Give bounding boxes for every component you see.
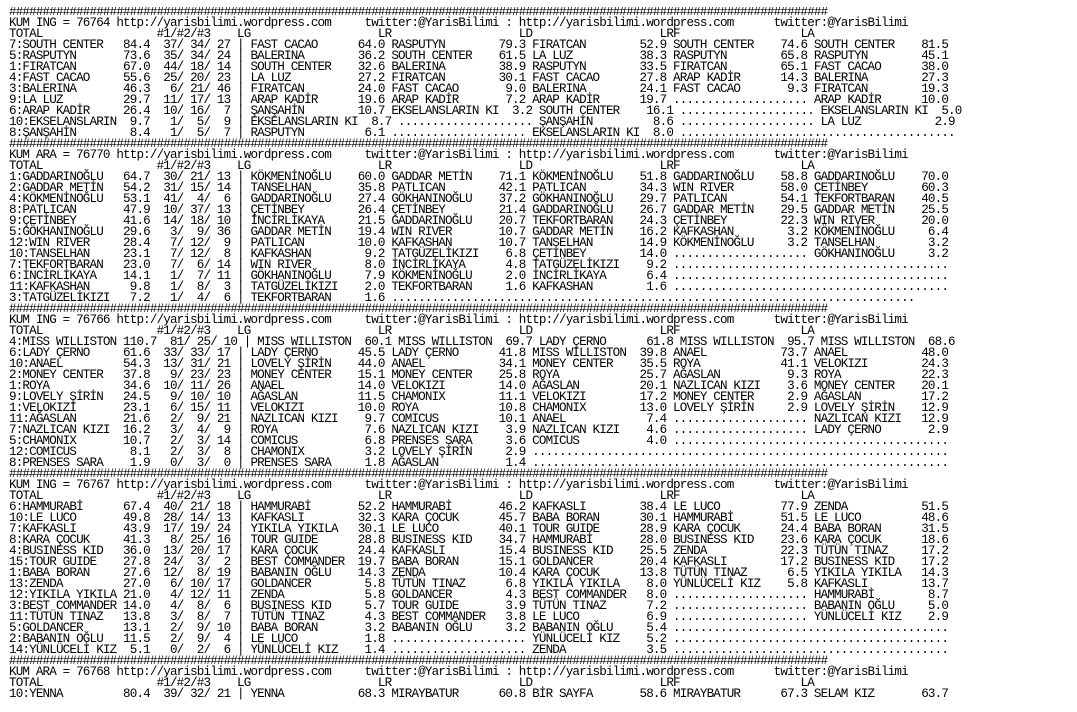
text-line: 5:GÖKHANINOĞLU 29.6 3/ 9/ 36 | GADDAR METİN 19.4 WIN RIVER 10.7 GADDAR METİN 16.2 KAFKASHAN 3.2 KÖKMENİNOĞLU 6.4 bbox=[9, 225, 949, 239]
text-line: 6:İNCİRLİKAYA 14.1 1/ 7/ 11 | GÖKHANINOĞLU 7.9 KÖKMENİNOĞLU 2.0 İNCİRLİKAYA 6.4 ......................................... bbox=[9, 269, 949, 283]
text-line: 2:BABANIN OĞLU 11.5 2/ 9/ 4 | LE LUCO 1.8 .................... YÜNLÜCELİ KIZ 5.2 ......................................... bbox=[9, 632, 949, 646]
text-line: ########################################################################################################################## bbox=[9, 467, 828, 481]
text-line: 1:ROYA 34.6 10/ 11/ 26 | ANAEL 14.0 VELOKIZI 14.0 AĞASLAN 20.1 NAZLICAN KIZI 3.6 MONEY CENTER 20.1 bbox=[9, 379, 949, 393]
text-line: 12:YIKILA YIKILA 21.0 4/ 12/ 11 | ZENDA 5.8 GOLDANCER 4.3 BEST COMMANDER 8.0 .................... HAMMURABİ 8.7 bbox=[9, 588, 949, 602]
text-line: 10:EKSELANSLARIN 9.7 1/ 5/ 9 | EKSELANSLARIN KI 8.7 .................... ŞANŞAHİN 8.6 .................... LA LUZ 2.9 bbox=[9, 115, 955, 129]
text-line: 15:TOUR GUIDE 27.8 24/ 3/ 2 | BEST COMMANDER 19.7 BABA BORAN 15.1 GOLDANCER 20.4 KAFKASLI 17.2 BUSINESS KID 17.2 bbox=[9, 555, 949, 569]
text-line: TOTAL #1/#2/#3 LG LR LD LRF LA bbox=[9, 324, 814, 338]
text-line: 1:BABA BORAN 27.6 12/ 8/ 19 | BABANIN OĞLU 14.3 ZENDA 10.4 KARA ÇOCUK 13.8 TÜTÜN TINAZ 6.5 YIKILA YIKILA 14.3 bbox=[9, 566, 949, 580]
text-line: 7:KAFKASLI 43.9 17/ 19/ 24 | YIKILA YIKILA 30.1 LE LUCO 40.1 TOUR GUIDE 28.9 KARA ÇOCUK 24.4 BABA BORAN 31.5 bbox=[9, 522, 949, 536]
text-line: 4:BUSINESS KID 36.0 13/ 20/ 17 | KARA ÇOCUK 24.4 KAFKASLI 15.4 BUSINESS KID 25.5 ZENDA 22.3 TÜTÜN TINAZ 17.2 bbox=[9, 544, 949, 558]
text-line: 3:BEST COMMANDER 14.0 4/ 8/ 6 | BUSINESS KID 5.7 TOUR GUIDE 3.9 TÜTÜN TINAZ 7.2 .................... BABANIN OĞLU 5.0 bbox=[9, 599, 949, 613]
text-line: 4:KÖKMENİNOĞLU 53.1 41/ 4/ 6 | GADDARINOĞLU 27.4 GÖKHANINOĞLU 37.2 GÖKHANINOĞLU 29.7 PATLICAN 54.1 TEKFORTBARAN 40.5 bbox=[9, 192, 949, 206]
text-line: 7:SOUTH CENTER 84.4 37/ 34/ 27 | FAST CACAO 64.0 RASPUTYN 79.3 FIRATCAN 52.9 SOUTH CENTER 74.6 SOUTH CENTER 81.5 bbox=[9, 38, 949, 52]
text-line: 8:PATLICAN 47.9 10/ 37/ 13 | ÇETİNBEY 26.4 ÇETİNBEY 21.4 GADDARINOĞLU 26.7 GADDAR METİN 29.5 GADDAR METİN 25.5 bbox=[9, 203, 949, 217]
text-line: 4:MISS WILLISTON 110.7 81/ 25/ 10 | MISS WILLISTON 60.1 MISS WILLISTON 69.7 LADY ÇERNO 61.8 MISS WILLISTON 95.7 MISS WILLISTON 68.6 bbox=[9, 335, 955, 349]
text-line: 10:LE LUCO 49.8 28/ 14/ 13 | KAFKASLI 32.3 KARA ÇOCUK 45.7 BABA BORAN 30.1 HAMMURABİ 51.5 LE LUCO 48.6 bbox=[9, 511, 949, 525]
text-line: 11:AĞASLAN 21.6 2/ 9/ 21 | NAZLICAN KIZI 9.7 COMICUS 10.1 ANAEL 7.4 .................... NAZLICAN KIZI 12.9 bbox=[9, 412, 949, 426]
text-line: 12:WIN RIVER 28.4 7/ 12/ 9 | PATLICAN 10.0 KAFKASHAN 10.7 TANSELHAN 14.9 KÖKMENİNOĞLU 3.2 TANSELHAN 3.2 bbox=[9, 236, 949, 250]
text-line: ########################################################################################################################## bbox=[9, 302, 828, 316]
text-line: KUM ARA = 76770 http://yarisbilimi.wordpress.com twitter:@YarisBilimi : http://yarisbilimi.wordpress.com twitter:@YarisBilimi bbox=[9, 148, 908, 162]
text-line: 13:ZENDA 27.0 6/ 10/ 17 | GOLDANCER 5.8 TÜTÜN TINAZ 6.8 YIKILA YIKILA 8.0 YÜNLÜCELİ KIZ 5.8 KAFKASLI 13.7 bbox=[9, 577, 949, 591]
text-line: 8:PRENSES SARA 1.9 0/ 3/ 0 | PRENSES SARA 1.8 AĞASLAN 1.4 .............................................................. bbox=[9, 456, 949, 470]
text-line: 11:KAFKASHAN 9.8 1/ 8/ 3 | TATGÜZELİKIZI 2.0 TEKFORTBARAN 1.6 KAFKASHAN 1.6 ......................................... bbox=[9, 280, 949, 294]
race-stats-document bbox=[9, 7, 1075, 711]
text-line: 12:COMICUS 8.1 2/ 3/ 8 | CHAMONIX 3.2 LOVELY ŞİRİN 2.9 .............................................................. bbox=[9, 445, 949, 459]
text-line: TOTAL #1/#2/#3 LG LR LD LRF LA bbox=[9, 159, 814, 173]
text-line: 2:GADDAR METİN 54.2 31/ 15/ 14 | TANSELHAN 35.8 PATLICAN 42.1 PATLICAN 34.3 WIN RIVER 58.0 ÇETİNBEY 60.3 bbox=[9, 181, 949, 195]
text-line: 9:LA LUZ 29.7 11/ 17/ 13 | ARAP KADİR 19.6 ARAP KADİR 7.2 ARAP KADİR 19.7 .................... ARAP KADİR 10.0 bbox=[9, 93, 949, 107]
text-line: 5:GOLDANCER 13.1 2/ 9/ 10 | BABA BORAN 3.2 BABANIN OĞLU 3.2 BABANIN OĞLU 5.4 ......................................... bbox=[9, 621, 949, 635]
text-line: 6:HAMMURABİ 67.4 40/ 21/ 18 | HAMMURABİ 52.2 HAMMURABİ 46.2 KAFKASLI 38.4 LE LUCO 77.9 ZENDA 51.5 bbox=[9, 500, 949, 514]
text-line: 11:TÜTÜN TINAZ 13.8 3/ 8/ 7 | TÜTÜN TINAZ 4.3 BEST COMMANDER 3.8 LE LUCO 6.9 .................... YÜNLÜCELİ KIZ 2.9 bbox=[9, 610, 949, 624]
text-line: 10:ANAEL 54.3 13/ 31/ 21 | LOVELY ŞİRİN 44.0 ANAEL 34.1 MONEY CENTER 35.5 ROYA 41.1 VELOKIZI 24.3 bbox=[9, 357, 949, 371]
text-line: 10:TANSELHAN 23.1 7/ 12/ 8 | KAFKASHAN 9.2 TATGÜZELİKIZI 6.8 ÇETİNBEY 14.0 .................... GÖKHANINOĞLU 3.2 bbox=[9, 247, 949, 261]
text-line: 5:RASPUTYN 73.6 35/ 34/ 24 | BALERINA 36.2 SOUTH CENTER 61.5 LA LUZ 38.3 RASPUTYN 65.8 RASPUTYN 45.1 bbox=[9, 49, 949, 63]
text-line: 6:LADY ÇERNO 61.6 33/ 33/ 17 | LADY ÇERNO 45.5 LADY ÇERNO 41.8 MISS WILLISTON 39.8 ANAEL 73.7 ANAEL 48.0 bbox=[9, 346, 949, 360]
text-line: 6:ARAP KADİR 26.4 10/ 16/ 7 | ŞANŞAHİN 10.7 EKSELANSLARIN KI 3.2 SOUTH CENTER 16.1 .................... EKSELANSLARIN KI 5.0 bbox=[9, 104, 962, 118]
text-line: TOTAL #1/#2/#3 LG LR LD LRF LA bbox=[9, 489, 814, 503]
text-line: 7:TEKFORTBARAN 23.0 7/ 6/ 14 | WIN RIVER 8.0 İNCİRLİKAYA 4.8 TATGÜZELİKIZI 9.2 ......................................... bbox=[9, 258, 949, 272]
text-line: 9:LOVELY ŞİRİN 24.5 9/ 10/ 10 | AĞASLAN 11.5 CHAMONIX 11.1 VELOKIZI 17.2 MONEY CENTER 2.9 AĞASLAN 17.2 bbox=[9, 390, 949, 404]
text-line: KUM ING = 76764 http://yarisbilimi.wordpress.com twitter:@YarisBilimi : http://yarisbilimi.wordpress.com twitter:@YarisBilimi bbox=[9, 16, 908, 30]
text-line: 3:TATGÜZELİKIZI 7.2 1/ 4/ 6 | TEKFORTBARAN 1.6 .............................................................................. bbox=[9, 291, 915, 305]
text-line: 10:YENNA 80.4 39/ 32/ 21 | YENNA 68.3 MIRAYBATUR 60.8 BİR SAYFA 58.6 MIRAYBATUR 67.3 SELAM KIZ 63.7 bbox=[9, 687, 949, 701]
text-line: TOTAL #1/#2/#3 LG LR LD LRF LA bbox=[9, 676, 814, 690]
text-line: KUM ING = 76766 http://yarisbilimi.wordpress.com twitter:@YarisBilimi : http://yarisbilimi.wordpress.com twitter:@YarisBilimi bbox=[9, 313, 908, 327]
text-line: 2:MONEY CENTER 37.8 9/ 23/ 23 | MONEY CENTER 15.1 MONEY CENTER 25.8 ROYA 25.7 AĞASLAN 9.3 ROYA 22.3 bbox=[9, 368, 949, 382]
text-line: 4:FAST CACAO 55.6 25/ 20/ 23 | LA LUZ 27.2 FIRATCAN 30.1 FAST CACAO 27.8 ARAP KADİR 14.3 BALERINA 27.3 bbox=[9, 71, 949, 85]
text-line: 1:FIRATCAN 67.0 44/ 18/ 14 | SOUTH CENTER 32.6 BALERINA 38.9 RASPUTYN 33.5 FIRATCAN 65.1 FAST CACAO 38.0 bbox=[9, 60, 949, 74]
text-line: 8:ŞANŞAHİN 8.4 1/ 5/ 7 | RASPUTYN 6.1 .................... EKSELANSLARIN KI 8.0 ......................................... bbox=[9, 126, 955, 140]
text-line: ########################################################################################################################## bbox=[9, 7, 828, 19]
text-line: KUM ING = 76767 http://yarisbilimi.wordpress.com twitter:@YarisBilimi : http://yarisbilimi.wordpress.com twitter:@YarisBilimi bbox=[9, 478, 908, 492]
text-line: 5:CHAMONIX 10.7 2/ 3/ 14 | COMICUS 6.8 PRENSES SARA 3.6 COMICUS 4.0 ......................................... bbox=[9, 434, 949, 448]
text-line: 14:YÜNLÜCELİ KIZ 5.1 0/ 2/ 6 | YÜNLÜCELİ KIZ 1.4 .................... ZENDA 3.5 ......................................... bbox=[9, 643, 949, 657]
text-line: 1:GADDARINOĞLU 64.7 30/ 21/ 13 | KÖKMENİNOĞLU 60.0 GADDAR METİN 71.1 KÖKMENİNOĞLU 51.8 GADDARINOĞLU 58.8 GADDARINOĞLU 70.0 bbox=[9, 170, 949, 184]
text-line: ########################################################################################################################## bbox=[9, 654, 828, 668]
text-line: 9:ÇETİNBEY 41.6 14/ 18/ 10 | İNCİRLİKAYA 21.5 GADDARINOĞLU 20.7 TEKFORTBARAN 24.3 ÇETİNBEY 22.3 WIN RIVER 20.0 bbox=[9, 214, 949, 228]
text-line: 7:NAZLICAN KIZI 16.2 3/ 4/ 9 | ROYA 7.6 NAZLICAN KIZI 3.9 NAZLICAN KIZI 4.6 .................... LADY ÇERNO 2.9 bbox=[9, 423, 949, 437]
text-line: 8:KARA ÇOCUK 41.3 8/ 25/ 16 | TOUR GUIDE 28.8 BUSINESS KID 34.7 HAMMURABİ 28.0 BUSINESS KID 23.6 KARA ÇOCUK 18.6 bbox=[9, 533, 949, 547]
text-line: 3:BALERINA 46.3 6/ 21/ 46 | FIRATCAN 24.0 FAST CACAO 9.0 BALERINA 24.1 FAST CACAO 9.3 FIRATCAN 19.3 bbox=[9, 82, 949, 96]
text-line: KUM ARA = 76768 http://yarisbilimi.wordpress.com twitter:@YarisBilimi : http://yarisbilimi.wordpress.com twitter:@YarisBilimi bbox=[9, 665, 908, 679]
text-line: 1:VELOKIZI 23.1 6/ 15/ 11 | VELOKIZI 10.0 ROYA 10.8 CHAMONIX 13.0 LOVELY ŞİRİN 2.9 LOVELY ŞİRİN 12.9 bbox=[9, 401, 949, 415]
text-line: TOTAL #1/#2/#3 LG LR LD LRF LA bbox=[9, 27, 814, 41]
text-line: ########################################################################################################################## bbox=[9, 137, 828, 151]
